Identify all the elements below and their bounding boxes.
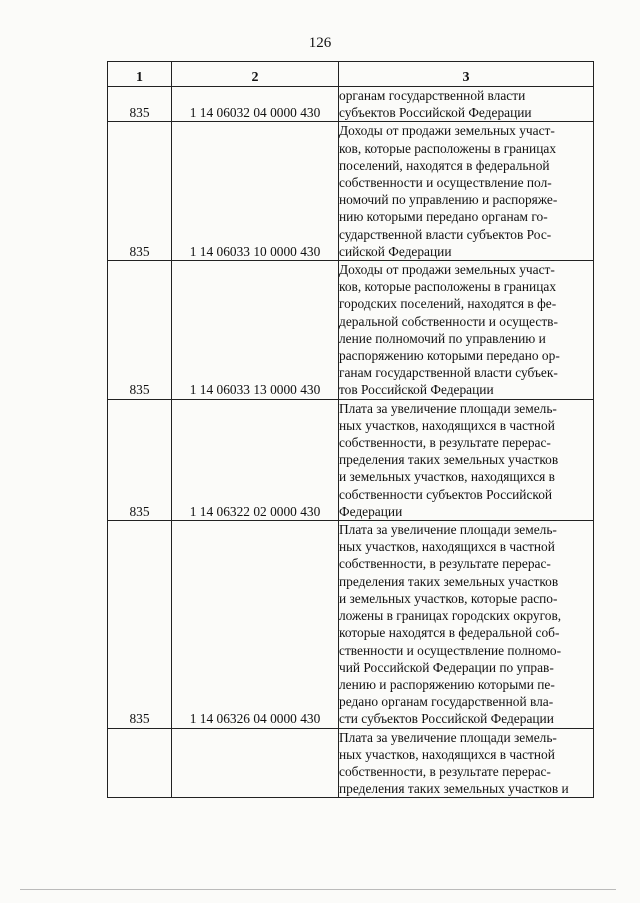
description-line: собственности субъектов Российской [339, 486, 553, 502]
description-line: тов Российской Федерации [339, 382, 494, 398]
description-line: редано органам государственной вла- [339, 694, 554, 710]
admin-code-cell: 835 [108, 399, 172, 520]
description-line: собственности, в результате перерас- [339, 435, 551, 451]
revenue-description-cell [339, 399, 594, 520]
header-col-3: 3 [339, 62, 594, 87]
revenue-description-cell [339, 728, 594, 798]
description-line: ганам государственной власти субъек- [339, 365, 558, 381]
admin-code-cell: 835 [108, 87, 172, 122]
table-row [108, 728, 594, 798]
page-bottom-rule [20, 889, 616, 890]
table-row [108, 399, 594, 520]
table-row [108, 87, 594, 122]
description-line: городских поселений, находятся в фе- [339, 296, 557, 312]
description-line: ление полномочий по управлению и [339, 330, 546, 346]
description-line: пределения таких земельных участков и [339, 781, 569, 797]
description-line: нию которыми передано органам го- [339, 209, 548, 225]
description-line: ков, которые расположены в границах [339, 279, 557, 295]
description-line: лению и распоряжению которыми пе- [339, 676, 555, 692]
description-line: собственности и осуществление пол- [339, 175, 552, 191]
revenue-code-cell: 1 14 06033 13 0000 430 [172, 261, 339, 400]
revenue-description-cell [339, 87, 594, 122]
revenue-description-cell [339, 261, 594, 400]
description-line: Плата за увеличение площади земель- [339, 729, 557, 745]
description-line: Плата за увеличение площади земель- [339, 522, 557, 538]
description-line: Плата за увеличение площади земель- [339, 400, 557, 416]
admin-code-cell: 835 [108, 261, 172, 400]
description-line: ложены в границах городских округов, [339, 608, 562, 624]
description-line: и земельных участков, находящихся в [339, 469, 556, 485]
description-line: пределения таких земельных участков [339, 452, 559, 468]
description-line: ных участков, находящихся в частной [339, 746, 555, 762]
header-col-1: 1 [108, 62, 172, 87]
admin-code-cell: 835 [108, 521, 172, 728]
admin-code-cell: 835 [108, 122, 172, 261]
description-line: чий Российской Федерации по управ- [339, 659, 554, 675]
description-line: Доходы от продажи земельных участ- [339, 123, 555, 139]
revenue-description-cell [339, 521, 594, 728]
description-line: собственности, в результате перерас- [339, 763, 551, 779]
description-line: и земельных участков, которые распо- [339, 590, 558, 606]
description-line: ственности и осуществление полномо- [339, 642, 562, 658]
page-number: 126 [308, 35, 332, 51]
description-line: органам государственной власти [339, 88, 526, 103]
revenue-code-cell: 1 14 06033 10 0000 430 [172, 122, 339, 261]
description-line: ков, которые расположены в границах [339, 140, 557, 156]
description-line: пределения таких земельных участков [339, 573, 559, 589]
revenue-code-cell: 1 14 06326 04 0000 430 [172, 521, 339, 728]
revenue-code-cell: 1 14 06032 04 0000 430 [172, 87, 339, 122]
revenue-code-cell [172, 728, 339, 798]
description-line: которые находятся в федеральной соб- [339, 625, 560, 641]
description-line: Федерации [339, 503, 403, 519]
description-line: собственности, в результате перерас- [339, 556, 551, 572]
description-line: номочий по управлению и распоряже- [339, 192, 558, 208]
header-col-2: 2 [172, 62, 339, 87]
description-line: поселений, находятся в федеральной [339, 157, 550, 173]
description-line: ных участков, находящихся в частной [339, 539, 555, 555]
table-header-row [108, 62, 594, 87]
description-line: субъектов Российской Федерации [339, 105, 532, 121]
description-line: Доходы от продажи земельных участ- [339, 262, 555, 278]
description-line: распоряжению которыми передано ор- [339, 348, 560, 364]
table-row [108, 521, 594, 728]
revenue-description-cell [339, 122, 594, 261]
revenue-code-cell: 1 14 06322 02 0000 430 [172, 399, 339, 520]
revenue-codes-table [107, 61, 594, 798]
description-line: деральной собственности и осуществ- [339, 313, 558, 329]
admin-code-cell [108, 728, 172, 798]
table-row [108, 122, 594, 261]
description-line: ных участков, находящихся в частной [339, 417, 555, 433]
description-line: сти субъектов Российской Федерации [339, 711, 554, 727]
description-line: сийской Федерации [339, 243, 452, 259]
description-line: сударственной власти субъектов Рос- [339, 226, 552, 242]
table-row [108, 261, 594, 400]
